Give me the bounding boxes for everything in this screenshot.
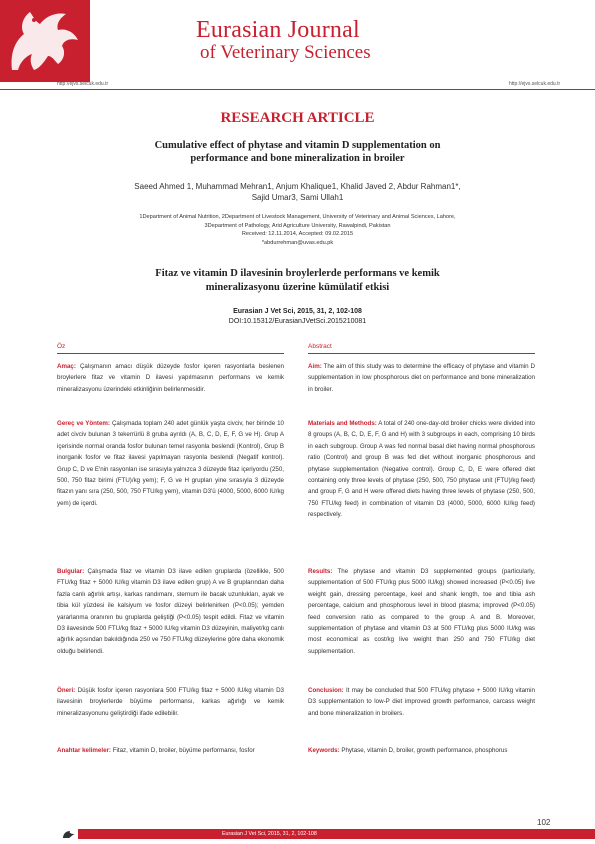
journal-url-right[interactable]: http://ejvs.selcuk.edu.tr — [509, 81, 561, 87]
abstract-conclusion — [308, 685, 535, 719]
author-list — [100, 181, 495, 203]
abstract-column-header — [308, 343, 535, 354]
oz-anahtar — [57, 745, 284, 756]
abstract-results — [308, 566, 535, 657]
received-date: Received: 12.11.2014, Accepted: 09.02.2015 — [241, 231, 354, 237]
oz-oneri — [57, 685, 284, 719]
page-number: 102 — [537, 818, 551, 827]
griffin-icon — [0, 0, 90, 82]
section-text: Fitaz, vitamin D, broiler, büyüme performansı, fosfor — [111, 747, 255, 754]
section-label: Keywords: — [308, 747, 340, 754]
authors-line: Sajid Umar3, Sami Ullah1 — [251, 193, 344, 202]
footer-griffin-icon — [62, 826, 76, 836]
abstract-keywords — [308, 745, 535, 756]
abstract-divider — [308, 353, 535, 354]
article-type: RESEARCH ARTICLE — [220, 110, 375, 126]
article-title — [100, 139, 495, 165]
oz-divider — [57, 353, 284, 354]
abstract-heading: Abstract — [308, 343, 332, 350]
affiliation-line: 1Department of Animal Nutrition, 2Department of Livestock Management, University of Veterinary and Animal Sciences, Lahore, — [139, 214, 456, 220]
section-text: The aim of this study was to determine the efficacy of phytase and vitamin D supplementation in low phosphorous diet on performance and bone mineralization in broiler. — [308, 363, 535, 393]
turkish-title-line: Fitaz ve vitamin D ilavesinin broylerlerde performans ve kemik — [155, 268, 440, 279]
footer-citation: Eurasian J Vet Sci, 2015, 31, 2, 102-108 — [222, 831, 317, 837]
section-label: Bulgular: — [57, 568, 85, 575]
section-text: Çalışmanın amacı düşük düzeyde fosfor içeren rasyonlarla beslenen broylerlere fitaz ve vitamin D ilavesi yapılmasının performans ve kemik mineralizasyonu üzerindeki etkinliğinin belirlenmesidir. — [57, 363, 284, 393]
section-text: Düşük fosfor içeren rasyonlara 500 FTU/kg fitaz + 5000 IU/kg vitamin D3 ilavesinin broylerlerde büyüme performansı, karkas ağırlığı ve kemik mineralizasyonunu geliştirdiği ifade edilebilir. — [57, 687, 284, 717]
section-label: Anahtar kelimeler: — [57, 747, 111, 754]
citation-block — [100, 307, 495, 326]
journal-subtitle: of Veterinary Sciences — [200, 42, 371, 63]
oz-amac — [57, 361, 284, 395]
journal-name: Eurasian Journal — [196, 17, 360, 43]
corresponding-email[interactable]: *abdurrehman@uvas.edu.pk — [261, 239, 334, 246]
section-text: It may be concluded that 500 FTU/kg phytase + 5000 IU/kg vitamin D3 supplementation to low-P diet improved growth performance, carcass weight and bone mineralization in broilers. — [308, 687, 535, 717]
abstract-aim — [308, 361, 535, 395]
section-label: Amaç: — [57, 363, 76, 370]
section-label: Materials and Methods: — [308, 420, 377, 427]
footer-bar — [78, 829, 595, 839]
header-divider — [0, 89, 595, 90]
section-label: Aim: — [308, 363, 322, 370]
section-label: Conclusion: — [308, 687, 344, 694]
section-text: The phytase and vitamin D3 supplemented groups (particularly, supplementation of 500 FTU/kg plus 5000 IU/kg) showed increased (P<0.05) live weight gain, dressing percentage, keel and shank length, toe and tibia ash percentage, calcium and phosphorous level in blood plasma; improved (P<0.05) feed conversion ratio as compared to the group A and B. Moreover, supplementation of phytase and vitamin D3 at 500 FTU/kg plus 5000 IU/kg was most economical as cost/kg live weight than 250 and 750 FTU/kg diet supplementation. — [308, 568, 535, 655]
section-text: Çalışmada fitaz ve vitamin D3 ilave edilen gruplarda (özellikle, 500 FTU/kg fitaz + 5000 IU/kg vitamin D3 ilave edilen grup) A ve B gruplarından daha fazla canlı ağırlık artışı, karkas randımanı, sternum ile bacak uzunlukları, ayak ve tibia kül yüzdesi ile kalsiyum ve fosfor düzeyi belirlenirken (P<0.05); yemden yararlanma oranının bu gruplarda geliştiği (P<0.05) tespit edildi. Fitaz ve vitamin D3 ilavesinde 500 FTU/kg fitaz + 5000 IU/kg vitamin D3 düzeyinin, maliyet/kg canlı ağırlık açısından bakıldığında 250 ve 750 FTU/kg düzeylerine göre daha ekonomik olduğu belirlendi. — [57, 568, 284, 655]
section-label: Results: — [308, 568, 333, 575]
griffin-small-icon — [62, 829, 76, 839]
doi[interactable]: DOI:10.15312/EurasianJVetSci.2015210081 — [228, 317, 367, 325]
abstract-materials-methods — [308, 418, 535, 521]
journal-header — [0, 0, 595, 87]
affiliations — [60, 213, 535, 247]
affiliation-line: 3Department of Pathology, Arid Agriculture University, Rawalpindi, Pakistan — [204, 222, 391, 229]
oz-gerec — [57, 418, 284, 509]
turkish-title — [100, 267, 495, 295]
turkish-title-line: mineralizasyonu üzerine kümülatif etkisi — [205, 282, 390, 293]
citation: Eurasian J Vet Sci, 2015, 31, 2, 102-108 — [233, 308, 362, 315]
section-text: Çalışmada toplam 240 adet günlük yaşta civciv, her birinde 10 adet civciv bulunan 3 tekerrürlü 8 gruba ayrıldı (A, B, C, D, E, F, G ve H). Grup A içerisinde normal oranda fosfor bulunan temel rasyonla beslendi (Kontrol), Grup B inorganik fosfor ve fitaz ilavesi yapılmayan rasyonla beslendi (Negatif kontrol). Grup C, D ve E'nin rasyonları ise sırasıyla yalnızca 3 düzeyde fitaz içeriyordu (250, 500, 750 fitaz birimi (FTU)/kg yem); F, G ve H grupları yine sırasıyla 3 düzeyde fitazın yanı sıra (250, 500, 750 FTU/kg yem), vitamin D3'ü (4000, 5000, 6000 IU/kg yem) de içerdi. — [57, 420, 284, 507]
oz-column-header — [57, 343, 284, 354]
journal-url-left[interactable]: http://ejvs.selcuk.edu.tr — [57, 81, 109, 87]
title-line: performance and bone mineralization in broiler — [190, 153, 405, 164]
section-label: Gereç ve Yöntem: — [57, 420, 110, 427]
oz-bulgular — [57, 566, 284, 657]
authors-line: Saeed Ahmed 1, Muhammad Mehran1, Anjum Khalique1, Khalid Javed 2, Abdur Rahman1*, — [134, 182, 461, 191]
journal-logo — [0, 0, 90, 82]
oz-heading: Öz — [57, 343, 66, 350]
title-line: Cumulative effect of phytase and vitamin D supplementation on — [154, 140, 441, 151]
section-text: A total of 240 one-day-old broiler chicks were divided into 8 groups (A, B, C, D, E, F, G and H) with 3 subgroups in each, comprising 10 birds in each subgroup. Group A was fed normal basal diet having normal phosphorous ratio (Control) and group B was fed diet without inorganic phosphorous and phytase supplementation (Negative control). Group C, D, E were offered diet containing only three levels of phytase (250, 500, 750 phytase unit (FTU)/kg feed) and group F, G and H were offered diets having three levels of phytase (250, 500, 750 FTU/kg feed) in combination of vitamin D3 (4000, 5000, 6000 IU/kg feed) respectively. — [308, 420, 535, 519]
section-label: Öneri: — [57, 687, 76, 694]
section-text: Phytase, vitamin D, broiler, growth performance, phosphorus — [339, 747, 508, 754]
